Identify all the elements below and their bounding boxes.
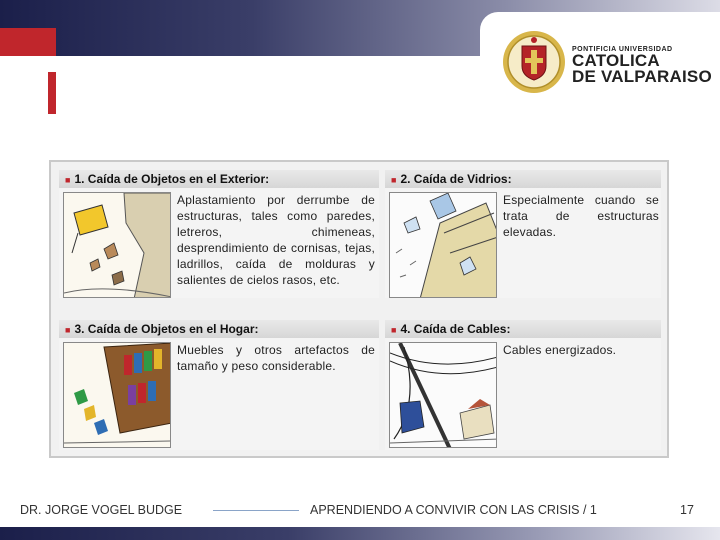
panel-cables — [385, 320, 661, 450]
bottom-gradient-band — [0, 527, 720, 540]
logo-line-1: PONTIFICIA UNIVERSIDAD — [572, 46, 673, 53]
university-seal-icon — [502, 30, 566, 94]
red-accent-block — [0, 28, 56, 56]
footer-course-title: APRENDIENDO A CONVIVIR CON LAS CRISIS / 1 — [310, 503, 597, 517]
red-title-bar — [48, 72, 56, 114]
panel-exterior-objects — [59, 170, 379, 298]
panel-home-objects — [59, 320, 379, 450]
bullet-icon: ■ — [65, 325, 71, 335]
panel-text: Cables energizados. — [503, 343, 617, 357]
university-name — [572, 46, 712, 85]
logo-line-3: DE VALPARAISO — [572, 67, 712, 86]
falling-cables-illustration — [389, 342, 497, 448]
page-number: 17 — [680, 503, 694, 517]
bullet-icon: ■ — [391, 325, 397, 335]
panel-header — [59, 170, 379, 188]
footer-divider — [213, 510, 299, 511]
hazards-figure — [49, 160, 669, 458]
panel-text: Especialmente cuando se trata de estructuras elevadas. — [503, 193, 659, 239]
falling-debris-illustration — [63, 192, 171, 298]
panel-header — [385, 170, 661, 188]
panel-glass — [385, 170, 661, 298]
bullet-icon: ■ — [391, 175, 397, 185]
falling-glass-illustration — [389, 192, 497, 298]
broken-glass-icon — [390, 193, 497, 298]
bullet-icon: ■ — [65, 175, 71, 185]
panel-header — [59, 320, 379, 338]
footer-author: DR. JORGE VOGEL BUDGE — [20, 503, 183, 517]
panel-header — [385, 320, 661, 338]
logo-line-2: CATOLICA — [572, 51, 660, 70]
panel-text: Aplastamiento por derrumbe de estructuras, tales como paredes, letreros, chimeneas, desprendimiento de cornisas, tejas, ladrillos, caída de molduras y salientes de cielos rasos, etc. — [177, 193, 375, 287]
falling-building-icon — [64, 193, 171, 298]
power-cables-icon — [390, 343, 497, 448]
panel-title: 3. Caída de Objetos en el Hogar: — [74, 322, 259, 336]
panel-title: 4. Caída de Cables: — [400, 322, 511, 336]
panel-title: 2. Caída de Vidrios: — [400, 172, 512, 186]
bookshelf-icon — [64, 343, 171, 448]
panel-title: 1. Caída de Objetos en el Exterior: — [74, 172, 270, 186]
panel-text: Muebles y otros artefactos de tamaño y peso considerable. — [177, 343, 375, 373]
university-logo — [480, 12, 720, 124]
falling-bookshelf-illustration — [63, 342, 171, 448]
